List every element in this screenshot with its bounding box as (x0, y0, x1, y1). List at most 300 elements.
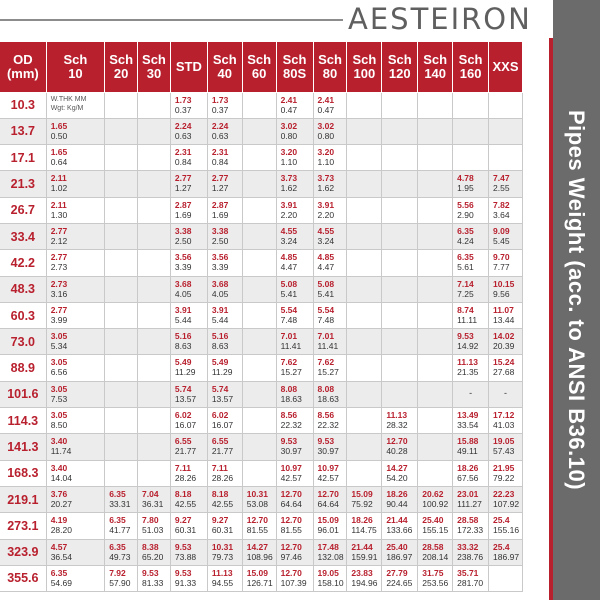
table-cell (242, 223, 276, 249)
table-cell (170, 434, 207, 460)
table-cell (276, 381, 313, 407)
table-cell (276, 92, 313, 118)
weight-per-meter: 36.31 (142, 498, 164, 509)
table-cell (242, 276, 276, 302)
table-cell (313, 355, 347, 381)
table-cell (138, 171, 171, 197)
wall-thickness: 9.53 (174, 541, 192, 552)
weight-per-meter: 41.77 (109, 525, 131, 536)
wall-thickness: 11.13 (386, 410, 408, 421)
table-cell (242, 171, 276, 197)
table-cell (170, 145, 207, 171)
wall-thickness: 7.80 (142, 515, 159, 526)
table-cell (46, 355, 105, 381)
weight-per-meter: 133.66 (386, 525, 413, 536)
table-cell (170, 381, 207, 407)
table-cell (313, 329, 347, 355)
weight-per-meter: 11.41 (280, 341, 302, 352)
weight-per-meter: 53.08 (246, 498, 268, 509)
weight-per-meter: 208.14 (422, 551, 449, 562)
weight-per-meter: 3.24 (317, 235, 335, 246)
table-cell (105, 434, 138, 460)
od-cell: 273.1 (0, 513, 46, 539)
column-header-label: XXS (492, 58, 519, 74)
table-cell (242, 434, 276, 460)
od-cell: 13.7 (0, 118, 46, 144)
wall-thickness: 7.92 (109, 567, 126, 578)
table-cell (105, 92, 138, 118)
wall-thickness: 2.31 (211, 147, 229, 158)
table-cell (207, 486, 242, 512)
table-row (0, 355, 523, 381)
column-header (0, 42, 46, 92)
weight-per-meter: 238.76 (457, 551, 484, 562)
column-header (46, 42, 105, 92)
wall-thickness: 13.49 (457, 410, 479, 421)
table-cell (105, 355, 138, 381)
weight-per-meter: 90.44 (386, 498, 408, 509)
weight-per-meter: 1.62 (280, 183, 298, 194)
table-cell (138, 381, 171, 407)
weight-per-meter: 81.55 (280, 525, 302, 536)
wall-thickness: 8.18 (211, 488, 229, 499)
weight-per-meter: 2.73 (50, 262, 68, 273)
column-header (242, 42, 276, 92)
wall-thickness: 3.56 (174, 252, 192, 263)
weight-per-meter: 33.31 (109, 498, 131, 509)
weight-per-meter: 0.37 (174, 104, 192, 115)
table-cell (138, 145, 171, 171)
column-header-label: OD (13, 51, 33, 67)
table-cell (207, 329, 242, 355)
wall-thickness: 8.56 (317, 410, 335, 421)
weight-per-meter: 36.54 (50, 551, 72, 562)
wall-thickness: 17.48 (317, 541, 339, 552)
weight-per-meter: 1.95 (457, 183, 474, 194)
column-header-label: Sch (212, 51, 237, 67)
table-cell (170, 118, 207, 144)
table-cell (207, 539, 242, 565)
table-row (0, 223, 523, 249)
wall-thickness: 2.31 (174, 147, 192, 158)
table-cell (276, 539, 313, 565)
weight-per-meter: 158.10 (317, 577, 344, 588)
table-cell (170, 92, 207, 118)
table-cell (207, 513, 242, 539)
table-cell (347, 197, 382, 223)
table-cell (138, 486, 171, 512)
table-cell (276, 302, 313, 328)
table-cell (453, 92, 489, 118)
table-cell (347, 513, 382, 539)
table-cell (313, 276, 347, 302)
table-cell (242, 329, 276, 355)
wall-thickness: 6.02 (174, 410, 192, 421)
table-cell (418, 434, 453, 460)
weight-per-meter: 60.31 (211, 525, 234, 536)
table-cell (207, 460, 242, 486)
weight-per-meter: 1.69 (174, 209, 192, 220)
weight-per-meter: 42.57 (317, 472, 339, 483)
column-header-label: 160 (459, 65, 482, 81)
weight-per-meter: 30.97 (280, 446, 302, 457)
table-cell (418, 355, 453, 381)
table-cell (170, 302, 207, 328)
column-header-label: 140 (424, 65, 447, 81)
table-cell (489, 408, 523, 434)
column-header-label: 20 (113, 65, 129, 81)
table-cell (276, 355, 313, 381)
wall-thickness: 23.01 (457, 488, 479, 499)
table-cell (382, 223, 418, 249)
table-cell (489, 513, 523, 539)
wall-thickness: 31.75 (422, 567, 444, 578)
column-header-label: 60 (251, 65, 267, 81)
weight-per-meter: 27.68 (493, 367, 515, 378)
table-cell (170, 565, 207, 591)
table-row (0, 118, 523, 144)
table-cell (489, 460, 523, 486)
weight-per-meter: 4.47 (280, 262, 298, 273)
wall-thickness: 3.40 (50, 436, 68, 447)
weight-per-meter: 22.32 (280, 420, 302, 431)
column-header-label: 80 (322, 65, 338, 81)
table-cell (276, 565, 313, 591)
wall-thickness: 8.08 (317, 383, 335, 394)
table-cell (347, 539, 382, 565)
column-header (382, 42, 418, 92)
wall-thickness: 3.91 (317, 199, 335, 210)
weight-per-meter: 20.27 (50, 498, 72, 509)
weight-per-meter: 30.97 (317, 446, 339, 457)
table-cell (313, 171, 347, 197)
wall-thickness: 15.88 (457, 436, 479, 447)
wall-thickness: 12.70 (280, 541, 302, 552)
table-row (0, 513, 523, 539)
table-cell (313, 302, 347, 328)
wall-thickness: 18.26 (457, 462, 479, 473)
table-cell (242, 92, 276, 118)
table-cell (46, 329, 105, 355)
column-header-label: Sch (63, 51, 88, 67)
weight-per-meter: 51.03 (142, 525, 164, 536)
weight-per-meter: 16.07 (174, 420, 197, 431)
wall-thickness: 3.76 (50, 488, 68, 499)
wall-thickness: 9.53 (174, 567, 192, 578)
table-cell (313, 92, 347, 118)
weight-per-meter: 11.11 (457, 314, 478, 325)
weight-per-meter: 57.90 (109, 577, 131, 588)
od-cell: 88.9 (0, 355, 46, 381)
wall-thickness: 7.11 (211, 462, 228, 473)
legend-note: W.THK MM (50, 95, 87, 103)
table-cell (382, 145, 418, 171)
wall-thickness: 6.55 (174, 436, 192, 447)
od-cell: 60.3 (0, 302, 46, 328)
not-available-mark: - (504, 387, 508, 398)
column-header (105, 42, 138, 92)
wall-thickness: 1.73 (211, 94, 229, 105)
table-cell (313, 197, 347, 223)
weight-per-meter: 5.41 (280, 288, 298, 299)
column-header (170, 42, 207, 92)
weight-per-meter: 42.57 (280, 472, 302, 483)
weight-per-meter: 2.20 (280, 209, 298, 220)
table-cell (276, 408, 313, 434)
column-header-label: 100 (353, 65, 376, 81)
weight-per-meter: 3.24 (280, 235, 298, 246)
weight-per-meter: 126.71 (246, 577, 273, 588)
weight-per-meter: 2.12 (50, 235, 68, 246)
table-cell (207, 145, 242, 171)
wall-thickness: 12.70 (280, 515, 302, 526)
table-cell (46, 197, 105, 223)
wall-thickness: 9.53 (142, 567, 159, 578)
wall-thickness: 6.02 (211, 410, 229, 421)
table-cell (207, 250, 242, 276)
table-row (0, 539, 523, 565)
table-cell (453, 276, 489, 302)
wall-thickness: 5.08 (317, 278, 335, 289)
table-cell (418, 539, 453, 565)
weight-per-meter: 3.99 (50, 314, 68, 325)
table-row (0, 434, 523, 460)
table-cell (276, 197, 313, 223)
table-cell (276, 250, 313, 276)
table-cell (418, 145, 453, 171)
od-cell: 48.3 (0, 276, 46, 302)
wall-thickness: 19.05 (317, 567, 339, 578)
table-cell (105, 197, 138, 223)
wall-thickness: 7.62 (317, 357, 335, 368)
weight-per-meter: 2.55 (493, 183, 510, 194)
table-cell (46, 276, 105, 302)
table-cell (242, 197, 276, 223)
wall-thickness: 3.91 (280, 199, 298, 210)
table-cell (105, 565, 138, 591)
table-cell (382, 460, 418, 486)
table-cell (453, 513, 489, 539)
column-header (207, 42, 242, 92)
weight-per-meter: 8.50 (50, 420, 68, 431)
wall-thickness: 1.73 (174, 94, 192, 105)
table-cell (347, 92, 382, 118)
weight-per-meter: 41.03 (493, 420, 515, 431)
column-header (489, 42, 523, 92)
wall-thickness: 2.41 (317, 94, 335, 105)
wall-thickness: 2.24 (211, 120, 229, 131)
table-cell (138, 565, 171, 591)
table-cell (207, 355, 242, 381)
table-cell (105, 276, 138, 302)
weight-per-meter: 91.33 (174, 577, 197, 588)
table-cell (489, 171, 523, 197)
table-cell (170, 223, 207, 249)
column-header-label: Sch (318, 51, 342, 67)
table-cell (489, 355, 523, 381)
table-cell (382, 197, 418, 223)
table-cell (242, 145, 276, 171)
weight-per-meter: 7.48 (280, 314, 298, 325)
wall-thickness: 7.11 (174, 462, 191, 473)
wall-thickness: 11.07 (493, 304, 514, 315)
table-row (0, 250, 523, 276)
weight-per-meter: 81.55 (246, 525, 268, 536)
table-cell (138, 118, 171, 144)
weight-per-meter: 60.31 (174, 525, 197, 536)
wall-thickness: 2.77 (50, 304, 68, 315)
wall-thickness: 9.53 (280, 436, 298, 447)
weight-per-meter: 1.10 (317, 157, 335, 168)
wall-thickness: 7.47 (493, 173, 510, 184)
od-cell: 141.3 (0, 434, 46, 460)
column-header-label: Sch (247, 51, 272, 67)
table-cell (347, 276, 382, 302)
weight-per-meter: 54.20 (386, 472, 408, 483)
table-cell (418, 408, 453, 434)
table-cell (46, 486, 105, 512)
wall-thickness: 8.56 (280, 410, 298, 421)
table-cell (418, 565, 453, 591)
table-cell (313, 408, 347, 434)
weight-per-meter: 0.50 (50, 130, 68, 141)
weight-per-meter: 15.27 (280, 367, 302, 378)
wall-thickness: 5.54 (280, 304, 298, 315)
wall-thickness: 2.41 (280, 94, 298, 105)
table-cell (276, 434, 313, 460)
od-cell: 73.0 (0, 329, 46, 355)
table-cell (453, 408, 489, 434)
wall-thickness: 10.15 (493, 278, 515, 289)
wall-thickness: 3.91 (174, 304, 192, 315)
weight-per-meter: 1.30 (50, 209, 68, 220)
weight-per-meter: 3.64 (493, 209, 510, 220)
weight-per-meter: 4.05 (211, 288, 229, 299)
weight-per-meter: 108.96 (246, 551, 273, 562)
wall-thickness: 1.65 (50, 120, 68, 131)
table-cell (347, 250, 382, 276)
wall-thickness: 3.20 (317, 147, 335, 158)
table-cell (138, 460, 171, 486)
weight-per-meter: 54.69 (50, 577, 72, 588)
wall-thickness: 5.16 (174, 331, 192, 342)
weight-per-meter: 21.35 (457, 367, 479, 378)
table-row (0, 92, 523, 118)
column-header-label: Sch (352, 51, 377, 67)
table-cell (313, 434, 347, 460)
table-cell (489, 145, 523, 171)
table-cell (347, 408, 382, 434)
table-cell (313, 381, 347, 407)
wall-thickness: 4.85 (280, 252, 298, 263)
table-cell (453, 434, 489, 460)
weight-per-meter: 114.75 (351, 525, 377, 536)
table-cell (276, 486, 313, 512)
wall-thickness: 4.55 (317, 225, 335, 236)
wall-thickness: 21.95 (493, 462, 515, 473)
wall-thickness: 14.27 (386, 462, 408, 473)
table-cell (138, 197, 171, 223)
weight-per-meter: 33.54 (457, 420, 479, 431)
table-cell (382, 355, 418, 381)
table-cell (207, 302, 242, 328)
wall-thickness: 15.09 (351, 488, 373, 499)
weight-per-meter: 67.56 (457, 472, 479, 483)
weight-per-meter: 14.04 (50, 472, 72, 483)
table-cell (242, 513, 276, 539)
wall-thickness: 3.38 (174, 225, 192, 236)
table-cell (170, 355, 207, 381)
table-cell (418, 381, 453, 407)
table-cell (489, 539, 523, 565)
table-cell (105, 250, 138, 276)
table-header-row (0, 42, 523, 92)
table-cell (46, 513, 105, 539)
table-cell (347, 565, 382, 591)
weight-per-meter: 3.39 (211, 262, 229, 273)
wall-thickness: 23.83 (351, 567, 373, 578)
wall-thickness: 2.77 (211, 173, 229, 184)
table-cell (382, 118, 418, 144)
table-cell (207, 565, 242, 591)
table-cell (242, 355, 276, 381)
table-cell (382, 302, 418, 328)
table-cell (347, 460, 382, 486)
weight-per-meter: 0.63 (211, 130, 229, 141)
wall-thickness: 25.4 (493, 541, 510, 552)
table-cell (46, 434, 105, 460)
wall-thickness: 7.04 (142, 488, 159, 499)
table-row (0, 381, 523, 407)
wall-thickness: 28.58 (422, 541, 444, 552)
od-cell: 168.3 (0, 460, 46, 486)
table-cell (46, 118, 105, 144)
table-cell (207, 276, 242, 302)
weight-per-meter: 186.97 (386, 551, 413, 562)
table-cell (242, 118, 276, 144)
table-cell (170, 513, 207, 539)
wall-thickness: 6.35 (50, 567, 68, 578)
weight-per-meter: 11.41 (317, 341, 339, 352)
weight-per-meter: 79.73 (211, 551, 234, 562)
od-cell: 323.9 (0, 539, 46, 565)
wall-thickness: 12.70 (280, 567, 302, 578)
legend-note: Wgt: Kg/M (50, 104, 84, 112)
table-cell (138, 329, 171, 355)
wall-thickness: 12.70 (280, 488, 302, 499)
page-title: Pipes Weight (acc. to ANSI B36.10) (564, 109, 589, 491)
column-header (313, 42, 347, 92)
table-cell (453, 460, 489, 486)
weight-per-meter: 11.74 (50, 446, 72, 457)
table-row (0, 302, 523, 328)
weight-per-meter: 81.33 (142, 577, 164, 588)
column-header-label: Sch (423, 51, 448, 67)
weight-per-meter: 97.46 (280, 551, 302, 562)
table-cell (347, 434, 382, 460)
weight-per-meter: 14.92 (457, 341, 479, 352)
weight-per-meter: 1.10 (280, 157, 298, 168)
table-cell (46, 381, 105, 407)
weight-per-meter: 2.50 (174, 235, 192, 246)
wall-thickness: 4.78 (457, 173, 474, 184)
column-header-label: 80S (283, 65, 307, 81)
header (0, 0, 553, 42)
table-cell (418, 171, 453, 197)
weight-per-meter: 224.65 (386, 577, 413, 588)
table-cell (170, 329, 207, 355)
table-cell (453, 171, 489, 197)
